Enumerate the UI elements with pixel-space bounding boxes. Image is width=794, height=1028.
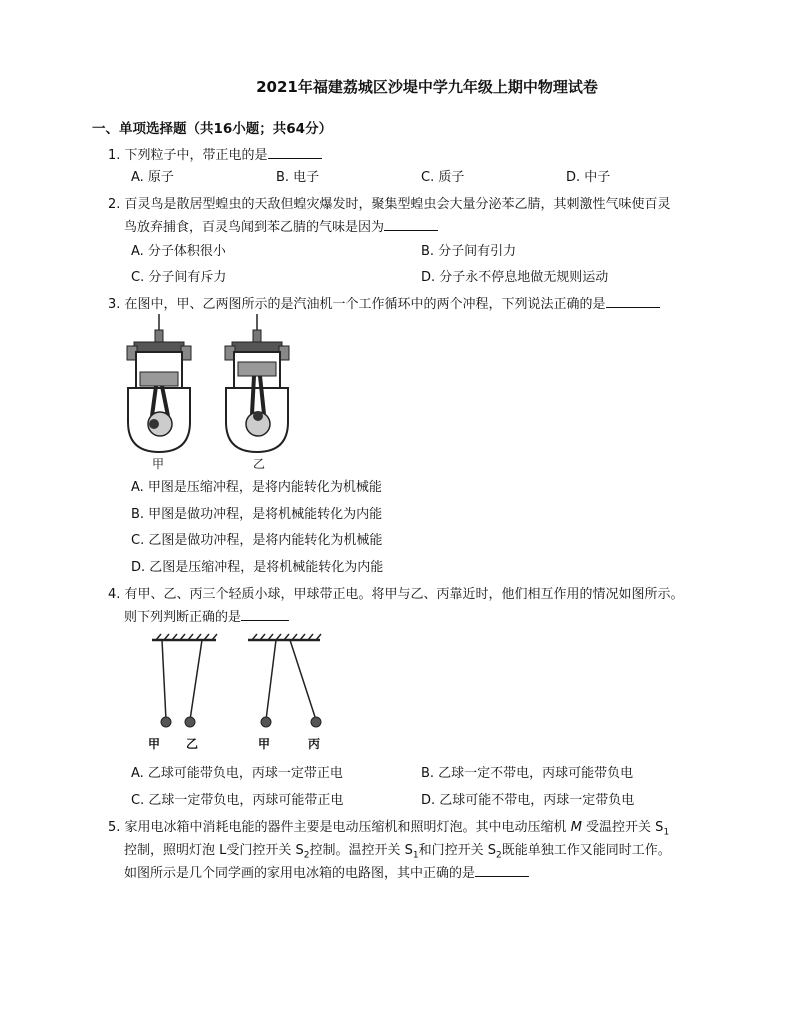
ball-label-jia-1: 甲 — [148, 737, 161, 751]
q1-option-a: A. 原子 — [131, 170, 174, 185]
q5-sub: 1 — [412, 850, 419, 861]
question-5-line1 — [108, 816, 669, 838]
question-3-stem — [108, 293, 660, 312]
engine-diagram-yi — [222, 312, 292, 457]
answer-blank — [606, 295, 660, 308]
question-3-text: 3. 在图中，甲、乙两图所示的是汽油机一个工作循环中的两个冲程，下列说法正确的是 — [108, 297, 606, 312]
answer-blank — [475, 864, 529, 877]
question-5-line2 — [124, 839, 671, 861]
q3-option-a: A. 甲图是压缩冲程，是将内能转化为机械能 — [131, 480, 382, 495]
q5-line2-text-d: 既能单独工作又能同时工作。 — [501, 843, 671, 858]
question-1-stem — [108, 144, 322, 163]
q5-motor-symbol: M — [570, 820, 582, 835]
q4-option-c: C. 乙球一定带负电，丙球可能带正电 — [131, 793, 344, 808]
question-2-line2 — [124, 216, 438, 235]
ball-label-yi: 乙 — [186, 737, 199, 751]
page-title: 2021年福建荔城区沙堤中学九年级上期中物理试卷 — [256, 78, 598, 96]
engine-diagram-jia — [124, 312, 194, 457]
question-5-line3 — [124, 862, 529, 881]
question-4-line2 — [124, 606, 289, 625]
question-1-text: 1. 下列粒子中，带正电的是 — [108, 148, 268, 163]
q1-option-d: D. 中子 — [566, 170, 611, 185]
q3-option-b: B. 甲图是做功冲程，是将机械能转化为内能 — [131, 507, 383, 522]
answer-blank — [384, 218, 438, 231]
q3-option-d: D. 乙图是压缩冲程，是将机械能转化为内能 — [131, 560, 384, 575]
section-heading: 一、单项选择题（共16小题；共64分） — [92, 121, 333, 137]
engine-label-yi: 乙 — [253, 457, 266, 471]
engine-label-jia: 甲 — [152, 457, 165, 471]
q1-option-b: B. 电子 — [276, 170, 320, 185]
question-4-line1: 4. 有甲、乙、丙三个轻质小球，甲球带正电。将甲与乙、丙靠近时，他们相互作用的情况如图所示。 — [108, 587, 684, 602]
answer-blank — [241, 608, 289, 621]
q4-option-d: D. 乙球可能不带电，丙球一定带负电 — [421, 793, 635, 808]
answer-blank — [268, 146, 322, 159]
q5-sub: 2 — [496, 850, 502, 861]
q2-option-d: D. 分子永不停息地做无规则运动 — [421, 270, 609, 285]
question-2-line1: 2. 百灵鸟是散居型蝗虫的天敌但蝗灾爆发时，聚集型蝗虫会大量分泌苯乙腈，其刺激性气味使百灵 — [108, 197, 671, 212]
q5-line2-text-a: 控制，照明灯泡 L受门控开关 S — [124, 843, 304, 858]
q5-line1-text-b: 受温控开关 S — [586, 820, 664, 835]
q5-sub: 1 — [663, 827, 670, 838]
q5-line2-text-c: 和门控开关 S — [418, 843, 497, 858]
q2-option-b: B. 分子间有引力 — [421, 244, 517, 259]
question-4-text: 则下列判断正确的是 — [124, 610, 242, 625]
pendulum-diagram-jia-bing — [246, 634, 322, 730]
ball-label-jia-2: 甲 — [258, 737, 271, 751]
q2-option-a: A. 分子体积很小 — [131, 244, 226, 259]
q5-line3-text: 如图所示是几个同学画的家用电冰箱的电路图，其中正确的是 — [124, 866, 476, 881]
q2-option-c: C. 分子间有斥力 — [131, 270, 227, 285]
q5-line1-text: 5. 家用电冰箱中消耗电能的器件主要是电动压缩机和照明灯泡。其中电动压缩机 — [108, 820, 567, 835]
ball-label-bing: 丙 — [308, 737, 321, 751]
question-2-text: 鸟放弃捕食，百灵鸟闻到苯乙腈的气味是因为 — [124, 220, 385, 235]
q1-option-c: C. 质子 — [421, 170, 465, 185]
q5-sub: 2 — [303, 850, 310, 861]
q4-option-b: B. 乙球一定不带电，丙球可能带负电 — [421, 766, 634, 781]
pendulum-diagram-jia-yi — [148, 634, 220, 730]
q4-option-a: A. 乙球可能带负电，丙球一定带正电 — [131, 766, 343, 781]
q5-line2-text-b: 控制。温控开关 S — [309, 843, 413, 858]
q3-option-c: C. 乙图是做功冲程，是将内能转化为机械能 — [131, 533, 383, 548]
